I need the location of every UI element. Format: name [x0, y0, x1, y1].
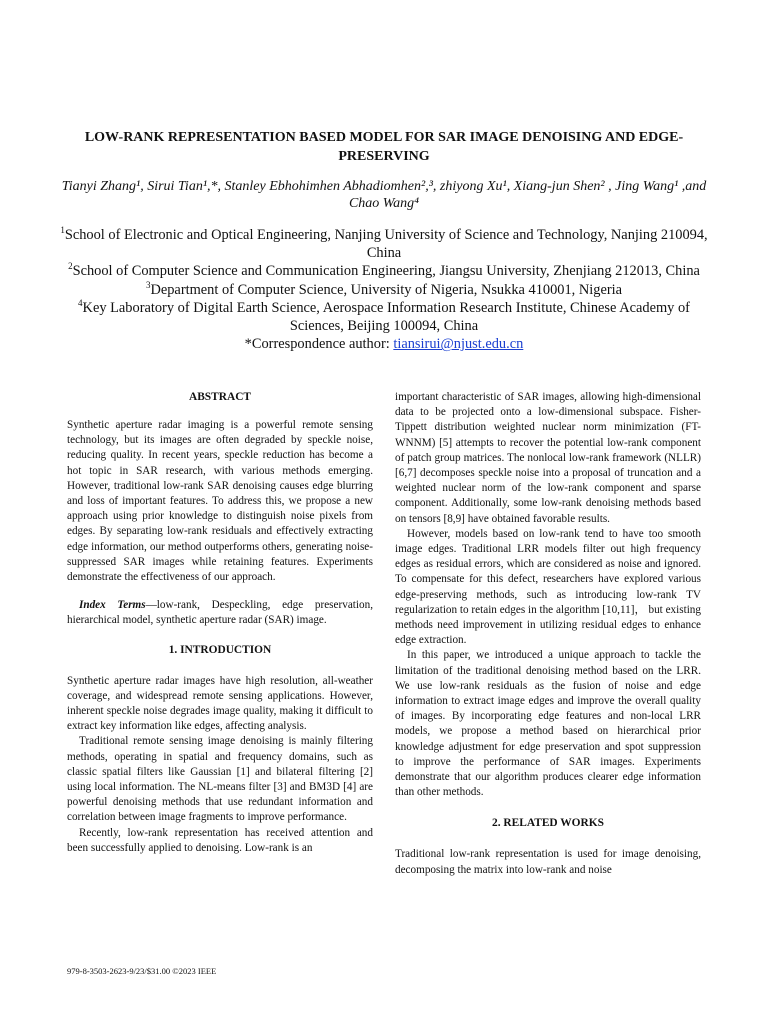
affiliation-1-text: School of Electronic and Optical Engineering, Nanjing University of Science and Technology, Nanjing 210094, China — [64, 227, 708, 262]
right-paragraph-3: In this paper, we introduced a unique approach to tackle the limitation of the traditional denoising method based on the LRR. We use low-rank residuals as the fusion of noise and edge information to extract image edges and improve the overall quality of images. By incorporating edge features and non-local LRR models, we propose a method based on hierarchical prior knowledge adjustment for edge preservation and spot suppression to improve the performance of SAR images. Experiments demonstrate that our algorithm produces clearer edge information than other methods. — [395, 649, 701, 799]
correspondence-label: *Correspondence author: — [244, 336, 394, 353]
affiliation-2 — [60, 262, 708, 280]
correspondence-email-link[interactable]: tiansirui@njust.edu.cn — [393, 336, 524, 353]
affiliation-3-text: Department of Computer Science, University of Nigeria, Nsukka 410001, Nigeria — [150, 281, 623, 298]
affiliation-1 — [60, 226, 708, 262]
index-terms — [67, 598, 373, 628]
affiliation-4-number: 4 — [78, 298, 83, 309]
intro-paragraph-2: Traditional remote sensing image denoising is mainly filtering methods, operating in spatial and frequency domains, such as classic spatial filters like Gaussian [1] and bilateral filtering [2] using local information. The NL-means filter [3] and BM3D [4] are powerful denoising methods that use redundant information and correlation between image fragments to improve performance. — [67, 735, 373, 824]
affiliations — [60, 226, 708, 353]
intro-paragraph-1: Synthetic aperture radar images have high resolution, all-weather coverage, and widespread remote sensing applications. However, inherent speckle noise degrades image quality, making it difficult to extract key information like edges, affecting analysis. — [67, 674, 373, 733]
related-works-text: Traditional low-rank representation is used for image denoising, decomposing the matrix into low-rank and noise — [395, 848, 701, 876]
paper-title: LOW-RANK REPRESENTATION BASED MODEL FOR SAR IMAGE DENOISING AND EDGE-PRESERVING — [84, 130, 684, 164]
abstract-text: Synthetic aperture radar imaging is a powerful remote sensing technology, but its images are often degraded by speckle noise, reducing quality. In recent years, speckle reduction has become a hot topic in SAR research, with various methods emerging. However, traditional low-rank SAR denoising causes edge blurring and loss of important features. To address this, we propose a new approach using prior knowledge to distinguish noise pixels from edges. By separating low-rank residuals and effectively extracting edge information, our method outperforms others, generating noise-suppressed SAR images while retaining features. Experiments demonstrate the effectiveness of our approach. — [67, 419, 373, 584]
affiliation-1-number: 1 — [60, 225, 65, 236]
affiliation-4 — [60, 299, 708, 335]
right-paragraph-2: However, models based on low-rank tend to have too smooth image edges. Traditional LRR models filter out high frequency edges as residual errors, which are considered as noise and ignored. To compensate for this defect, researchers have explored various edge-preserving methods, such as introducing low-rank TV regularization to retain edges in the algorithm [10,11]， but existing methods need improvement in utilizing residual edges to enhance edge extraction. — [395, 527, 701, 647]
left-column — [67, 390, 373, 856]
affiliation-3-number: 3 — [145, 279, 151, 290]
abstract-heading: ABSTRACT — [188, 391, 252, 403]
related-works-heading: 2. RELATED WORKS — [492, 817, 604, 830]
right-paragraph-1: important characteristic of SAR images, allowing high-dimensional data to be projected onto a low-dimensional subspace. Fisher-Tippett distribution weighted nuclear norm minimization (FT-WNNM) [5] attempts to recover the potential low-rank component of patch group matrices. The nonlocal low-rank framework (NLLR) [6,7] decomposes speckle noise into a proposal of truncation and a weighted nuclear norm of the low-rank component and sparse component. Additionally, some low-rank denoising methods based on tensors [8,9] have obtained favorable results. — [395, 391, 701, 525]
correspondence-line — [60, 335, 708, 353]
copyright-footer: 979-8-3503-2623-9/23/$31.00 ©2023 IEEE — [67, 966, 217, 976]
index-terms-text: —low-rank, Despeckling, edge preservation, hierarchical model, synthetic aperture radar (SAR) image. — [67, 599, 373, 627]
intro-paragraph-3: Recently, low-rank representation has received attention and been successfully applied to denoising. Low-rank is an — [67, 826, 373, 854]
introduction-heading: 1. INTRODUCTION — [168, 643, 272, 656]
affiliation-2-number: 2 — [68, 261, 73, 272]
author-list: Tianyi Zhang¹, Sirui Tian¹,*, Stanley Ebhohimhen Abhadiomhen²,³, zhiyong Xu¹, Xiang-jun Shen² , Jing Wang¹ ,and Chao Wang⁴ — [61, 179, 707, 211]
index-terms-label: Index Terms — [79, 599, 146, 612]
right-column — [395, 390, 701, 878]
affiliation-4-text: Key Laboratory of Digital Earth Science, Aerospace Information Research Institute, Chinese Academy of Sciences, Beijing 100094, China — [82, 299, 690, 335]
affiliation-3 — [60, 281, 708, 299]
affiliation-2-text: School of Computer Science and Communication Engineering, Jiangsu University, Zhenjiang 212013, China — [72, 263, 700, 280]
